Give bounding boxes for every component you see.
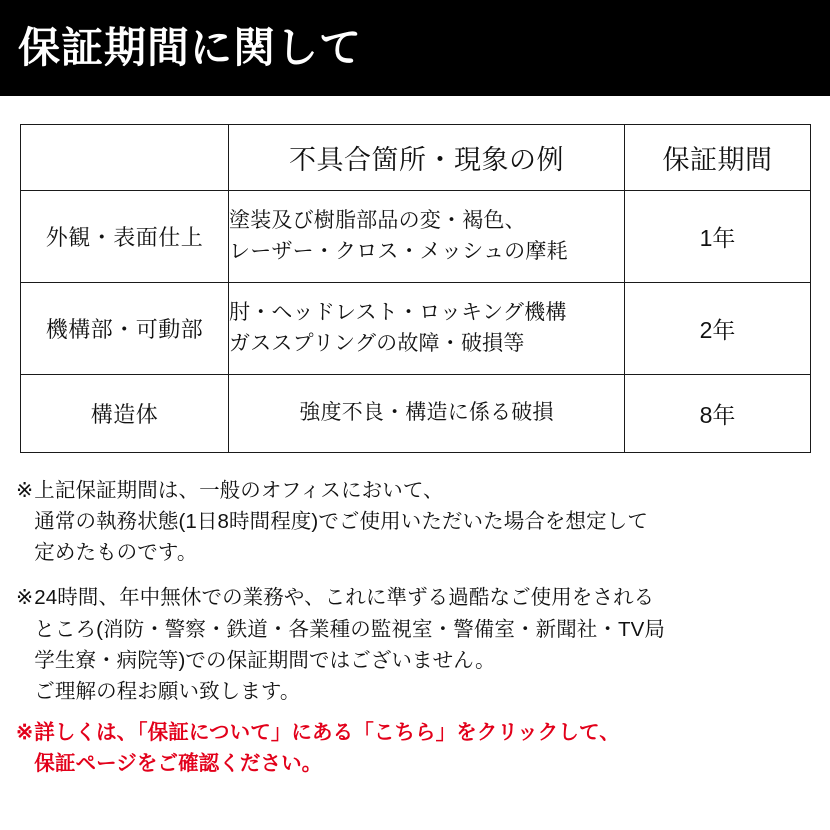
row-term: 2年 — [625, 283, 811, 375]
note-line: 上記保証期間は、一般のオフィスにおいて、 — [34, 479, 444, 502]
note-line: 学生寮・病院等)での保証期間ではございません。 — [34, 648, 496, 672]
note-mark: ※ — [16, 479, 34, 502]
row-category: 外観・表面仕上 — [21, 191, 229, 283]
table-row — [21, 375, 811, 453]
row-term: 1年 — [625, 191, 811, 283]
row-description-line: レーザー・クロス・メッシュの摩耗 — [229, 239, 568, 263]
row-category: 構造体 — [21, 375, 229, 453]
note-line: ご理解の程お願い致します。 — [34, 679, 301, 703]
row-description-line: ガススプリングの故障・破損等 — [229, 331, 525, 355]
row-description-line: 肘・ヘッドレスト・ロッキング機構 — [229, 301, 567, 325]
table-header-description: 不具合箇所・現象の例 — [229, 125, 625, 191]
row-description — [229, 283, 625, 375]
note-line: 通常の執務状態(1日8時間程度)でご使用いただいた場合を想定して — [34, 510, 648, 534]
warranty-table-wrapper — [0, 96, 830, 453]
note-line: 定めたものです。 — [34, 541, 198, 565]
page-header-band — [0, 0, 830, 96]
note-body — [34, 717, 814, 779]
note-body — [34, 582, 814, 707]
note-item — [16, 475, 814, 568]
row-description — [229, 191, 625, 283]
table-header-blank — [21, 125, 229, 191]
row-description-line: 強度不良・構造に係る破損 — [299, 401, 554, 425]
notes-section — [0, 453, 830, 779]
note-line: 詳しくは、「保証について」にある「こちら」をクリックして、 — [34, 721, 620, 745]
note-line: 24時間、年中無休での業務や、これに準ずる過酷なご使用をされる — [34, 586, 655, 610]
note-item — [16, 582, 814, 707]
warranty-table — [20, 124, 811, 453]
row-category: 機構部・可動部 — [21, 283, 229, 375]
row-description — [229, 375, 625, 453]
row-description-line: 塗装及び樹脂部品の変・褐色、 — [229, 209, 526, 233]
note-line: ところ(消防・警察・鉄道・各業種の監視室・警備室・新聞社・TV局 — [34, 617, 666, 641]
row-term: 8年 — [625, 375, 811, 453]
table-header-term: 保証期間 — [625, 125, 811, 191]
table-header-row — [21, 125, 811, 191]
note-item-highlight — [16, 717, 814, 779]
page-title: 保証期間に関して — [18, 24, 363, 71]
note-line: 保証ページをご確認ください。 — [34, 752, 323, 776]
note-mark: ※ — [16, 586, 34, 610]
note-mark: ※ — [16, 721, 34, 745]
table-row — [21, 283, 811, 375]
table-row — [21, 191, 811, 283]
note-body — [34, 475, 814, 568]
